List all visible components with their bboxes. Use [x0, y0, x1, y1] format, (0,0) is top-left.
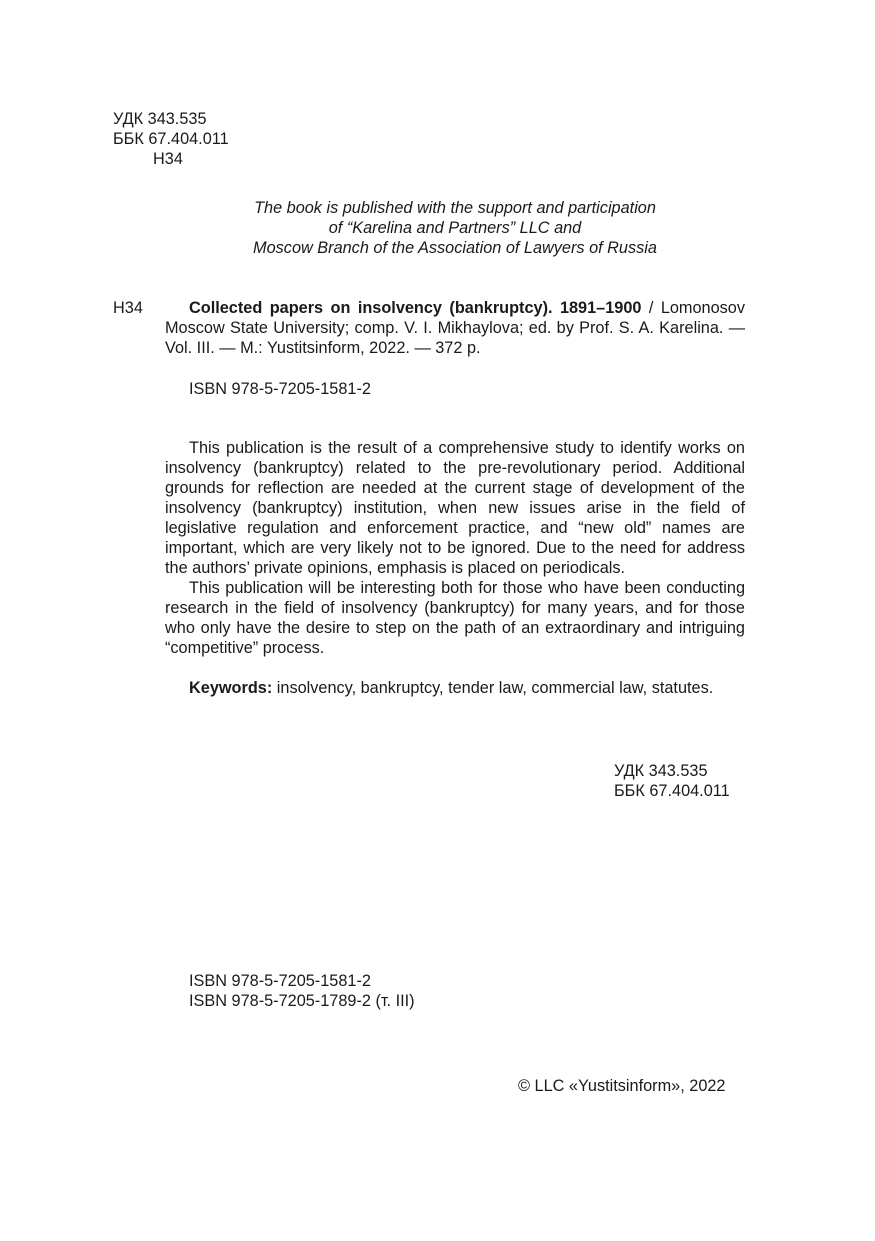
- support-note-line: Moscow Branch of the Association of Lawyers of Russia: [253, 239, 657, 257]
- bbk-code: ББК 67.404.011: [614, 782, 730, 800]
- classification-codes-top: [113, 109, 229, 169]
- isbn-line: ISBN 978-5-7205-1581-2: [189, 972, 371, 990]
- udk-code: УДК 343.535: [113, 110, 207, 128]
- copyright-line: © LLC «Yustitsinform», 2022: [518, 1077, 726, 1095]
- bbk-code: ББК 67.404.011: [113, 130, 229, 148]
- bibliographic-details: / Lomonosov Moscow State University; comp. V. I. Mikhaylova; ed. by Prof. S. A. Karelina. — Vol. III. — M.: Yustitsinform, 2022. — 372 p.: [165, 299, 745, 357]
- bibliographic-record: [165, 298, 745, 358]
- support-note-line: The book is published with the support and participation: [254, 199, 656, 217]
- support-note: [165, 198, 745, 258]
- bibliographic-mark: Н34: [113, 299, 143, 317]
- keywords-text: insolvency, bankruptcy, tender law, commercial law, statutes.: [272, 679, 714, 697]
- abstract-paragraph: This publication is the result of a comprehensive study to identify works on insolvency (bankruptcy) related to the pre-revolutionary period. Additional grounds for reflection are needed at the current stage of development of the insolvency (bankruptcy) institution, when new issues arise in the field of legislative regulation and enforcement practice, and “new old” names are important, which are very likely not to be ignored. Due to the need for address the authors’ private opinions, emphasis is placed on periodicals.: [165, 439, 745, 577]
- isbn-line: ISBN 978-5-7205-1789-2 (т. III): [189, 992, 415, 1010]
- book-title: Collected papers on insolvency (bankruptcy). 1891–1900: [189, 299, 642, 317]
- isbn-block: [189, 971, 415, 1011]
- udk-code: УДК 343.535: [614, 762, 708, 780]
- keywords-label: Keywords:: [189, 679, 273, 697]
- abstract-paragraph: This publication will be interesting both for those who have been conducting research in the field of insolvency (bankruptcy) for many years, and for those who only have the desire to step on the path of an extraordinary and intriguing “competitive” process.: [165, 579, 745, 657]
- abstract: [165, 438, 745, 658]
- classification-codes-bottom: [614, 761, 730, 801]
- keywords: [165, 678, 745, 698]
- author-mark: Н34: [153, 150, 183, 168]
- support-note-line: of “Karelina and Partners” LLC and: [328, 219, 582, 237]
- isbn-main: ISBN 978-5-7205-1581-2: [189, 380, 371, 398]
